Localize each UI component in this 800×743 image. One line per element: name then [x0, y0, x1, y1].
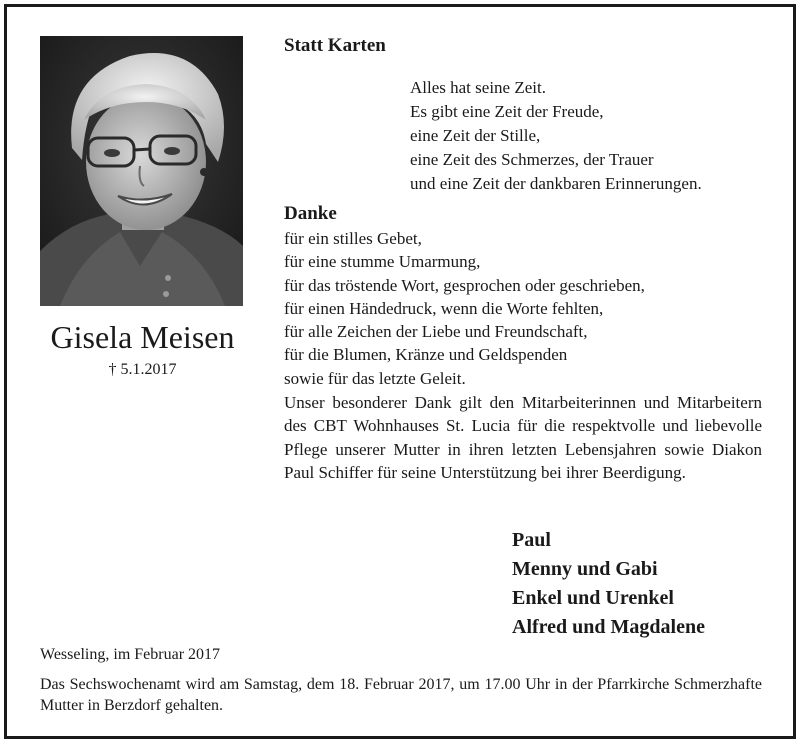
- thanks-line: für ein stilles Gebet,: [284, 229, 422, 248]
- poem: [410, 76, 702, 196]
- poem-line: Es gibt eine Zeit der Freude,: [410, 102, 604, 121]
- thanks-line: sowie für das letzte Geleit.: [284, 368, 466, 388]
- thanks-line: für das tröstende Wort, gesprochen oder geschrieben,: [284, 275, 645, 295]
- poem-line: und eine Zeit der dankbaren Erinnerungen.: [410, 174, 702, 193]
- thanks-line: für alle Zeichen der Liebe und Freundschaft,: [284, 322, 588, 342]
- portrait-photo: [40, 36, 243, 306]
- poem-line: eine Zeit des Schmerzes, der Trauer: [410, 150, 654, 169]
- thanks-line: für einen Händedruck, wenn die Worte fehlten,: [284, 298, 604, 318]
- thanks-heading: Danke: [284, 203, 337, 224]
- death-date: † 5.1.2017: [108, 361, 177, 378]
- thanks-list: [284, 227, 645, 390]
- place-date: Wesseling, im Februar 2017: [40, 646, 221, 663]
- signer: Paul: [512, 529, 551, 551]
- special-thanks-paragraph: Unser besonderer Dank gilt den Mitarbeiterinnen und Mitarbeitern des CBT Wohnhauses St. Lucia für die respektvolle und liebevolle Pflege unserer Mutter in ihren letzten Lebensjahren sowie Diakon Paul Schiffer für seine Unterstützung bei ihrer Beerdigung.: [284, 393, 762, 483]
- signer: Alfred und Magdalene: [512, 616, 705, 638]
- headline: Statt Karten: [284, 35, 386, 56]
- service-note: Das Sechswochenamt wird am Samstag, dem 18. Februar 2017, um 17.00 Uhr in der Pfarrkirche Schmerzhafte Mutter in Berzdorf gehalten.: [40, 676, 762, 714]
- thanks-line: für eine stumme Umarmung,: [284, 252, 481, 272]
- poem-line: eine Zeit der Stille,: [410, 126, 541, 145]
- thanks-line: für die Blumen, Kränze und Geldspenden: [284, 345, 568, 365]
- deceased-name: Gisela Meisen: [50, 319, 235, 355]
- signer: Enkel und Urenkel: [512, 587, 674, 609]
- poem-line: Alles hat seine Zeit.: [410, 78, 546, 97]
- signer: Menny und Gabi: [512, 558, 658, 580]
- signers: [512, 526, 705, 642]
